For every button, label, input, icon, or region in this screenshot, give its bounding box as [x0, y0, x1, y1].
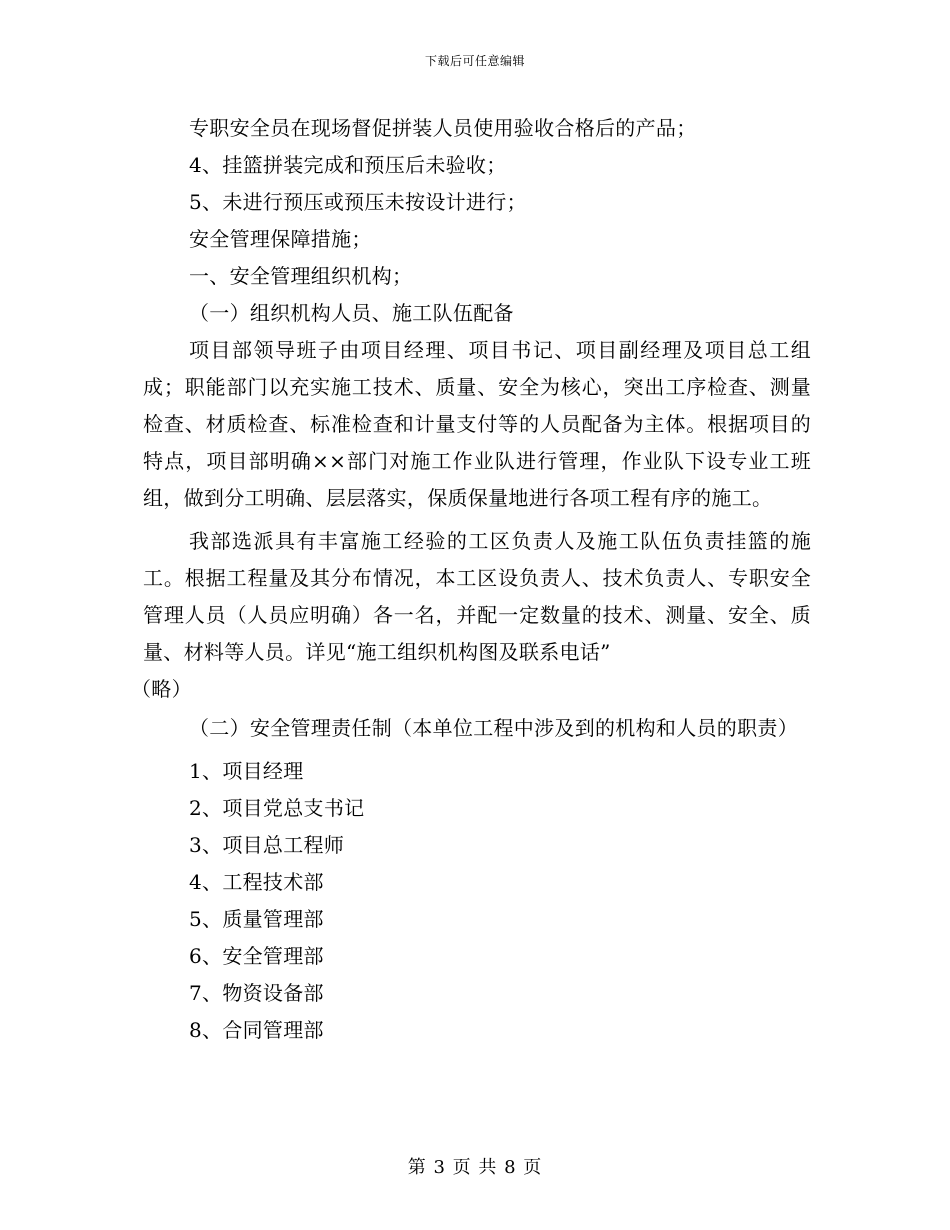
- responsibility-list: [143, 753, 811, 1049]
- paragraph-team-selection-tail: （略）: [131, 677, 192, 701]
- text-line-4: 安全管理保障措施；: [189, 227, 372, 251]
- text-line-2: 4、挂篮拼装完成和预压后未验收；: [189, 153, 507, 177]
- text-line-1: 专职安全员在现场督促拼装人员使用验收合格后的产品；: [189, 116, 697, 140]
- subsection-heading-1: （一）组织机构人员、施工队伍配备: [189, 301, 514, 325]
- section-heading-1: 一、安全管理组织机构；: [189, 264, 413, 288]
- list-item: 6、安全管理部: [189, 944, 324, 968]
- list-item: 4、工程技术部: [189, 870, 324, 894]
- paragraph-team-selection: 我部选派具有丰富施工经验的工区负责人及施工队伍负责挂篮的施工。根据工程量及其分布情况，本工区设负责人、技术负责人、专职安全管理人员（人员应明确）各一名，并配一定数量的技术、测量、安全、质量、材料等人员。详见“施工组织机构图及联系电话”: [143, 529, 811, 664]
- text-line-3: 5、未进行预压或预压未按设计进行；: [189, 190, 527, 214]
- page-header-note: 下载后可任意编辑: [424, 54, 525, 68]
- list-item: 2、项目党总支书记: [189, 796, 365, 820]
- list-item: 8、合同管理部: [189, 1018, 324, 1042]
- page-number: 第 3 页 共 8 页: [407, 1157, 543, 1178]
- list-item: 5、质量管理部: [189, 907, 324, 931]
- document-body: [131, 110, 811, 1049]
- list-item: 3、项目总工程师: [189, 833, 345, 857]
- list-item: 7、物资设备部: [189, 981, 324, 1005]
- paragraph-project-leadership: 项目部领导班子由项目经理、项目书记、项目副经理及项目总工组成；职能部门以充实施工技术、质量、安全为核心，突出工序检查、测量检查、材质检查、标准检查和计量支付等的人员配备为主体。根据项目的特点，项目部明确××部门对施工作业队进行管理，作业队下设专业工班组，做到分工明确、层层落实，保质保量地进行各项工程有序的施工。: [143, 338, 811, 510]
- subsection-heading-2: （二）安全管理责任制（本单位工程中涉及到的机构和人员的职责）: [189, 716, 798, 740]
- list-item: 1、项目经理: [189, 759, 304, 783]
